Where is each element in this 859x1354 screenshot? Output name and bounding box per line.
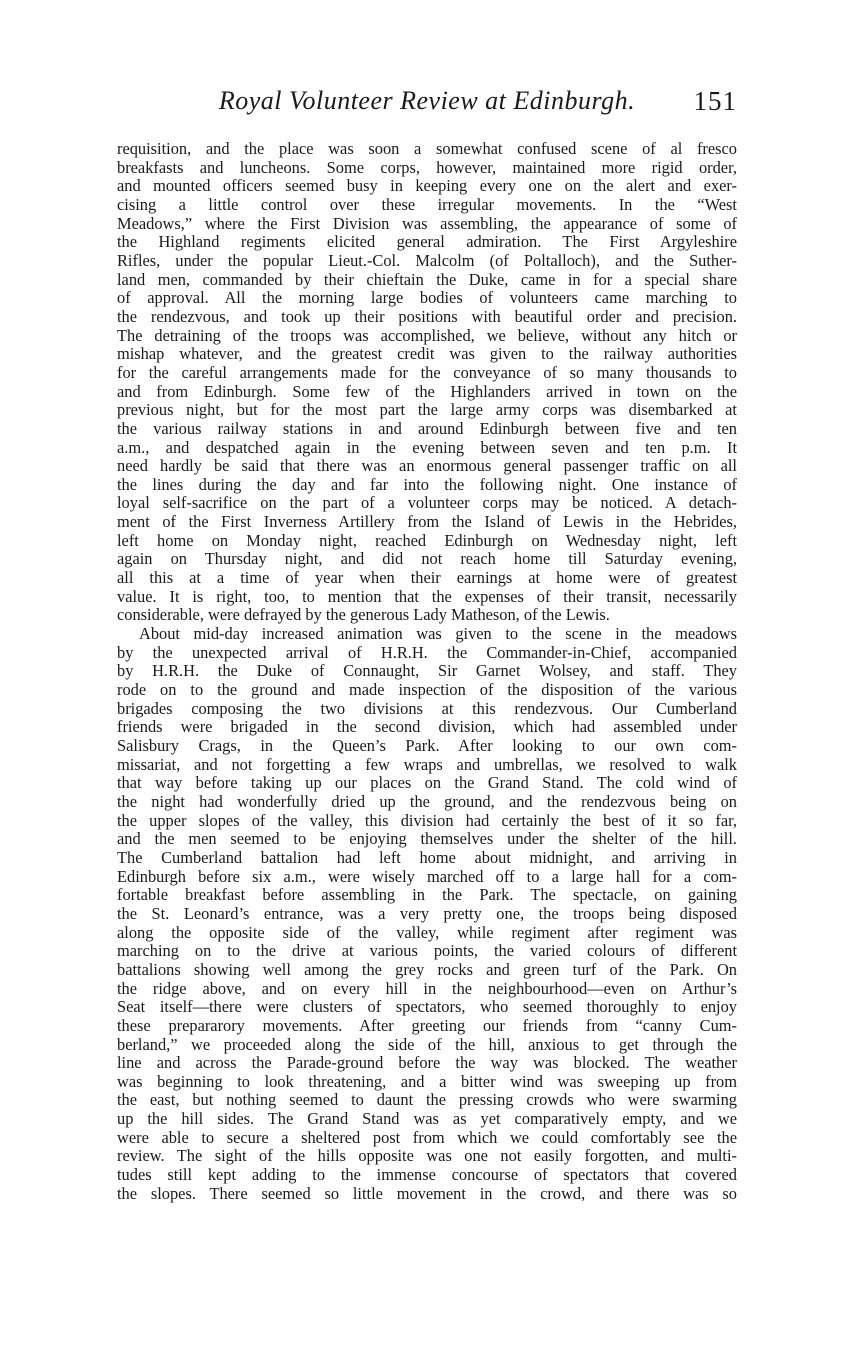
text-line: the various railway stations in and around Edinburgh between five and ten	[117, 418, 737, 438]
text-line: the lines during the day and far into the following night. One instance of	[117, 474, 737, 494]
text-line: About mid-day increased animation was given to the scene in the meadows	[139, 624, 737, 644]
text-line: The Cumberland battalion had left home about midnight, and arriving in	[117, 847, 737, 867]
text-line: the Highland regiments elicited general admiration. The First Argyleshire	[117, 232, 737, 252]
text-line: ment of the First Inverness Artillery from the Island of Lewis in the Hebrides,	[117, 512, 737, 532]
paragraph	[117, 140, 737, 625]
text-line: by the unexpected arrival of H.R.H. the Commander-in-Chief, accompanied	[117, 642, 737, 662]
text-line: battalions showing well among the grey rocks and green turf of the Park. On	[117, 959, 737, 979]
text-line: marching on to the drive at various points, the varied colours of different	[117, 941, 737, 961]
text-line: left home on Monday night, reached Edinburgh on Wednesday night, left	[117, 530, 737, 550]
text-line: need hardly be said that there was an enormous general passenger traffic on all	[117, 456, 737, 476]
text-line: again on Thursday night, and did not reach home till Saturday evening,	[117, 549, 737, 569]
text-line: line and across the Parade-ground before the way was blocked. The weather	[117, 1053, 737, 1073]
text-line: was beginning to look threatening, and a bitter wind was sweeping up from	[117, 1071, 737, 1091]
text-line: Edinburgh before six a.m., were wisely marched off to a large hall for a com-	[117, 866, 737, 886]
text-line: missariat, and not forgetting a few wraps and umbrellas, we resolved to walk	[117, 754, 737, 774]
text-line: review. The sight of the hills opposite was one not easily forgotten, and multi-	[117, 1146, 737, 1166]
text-line: a.m., and despatched again in the evening between seven and ten p.m. It	[117, 437, 737, 457]
text-line: friends were brigaded in the second division, which had assembled under	[117, 717, 737, 737]
text-line: and the men seemed to be enjoying themselves under the shelter of the hill.	[117, 829, 737, 849]
text-line: along the opposite side of the valley, while regiment after regiment was	[117, 922, 737, 942]
body-text	[117, 140, 737, 1203]
text-line: Seat itself—there were clusters of spectators, who seemed thoroughly to enjoy	[117, 997, 737, 1017]
text-line: for the careful arrangements made for the conveyance of so many thousands to	[117, 362, 737, 382]
text-line: by H.R.H. the Duke of Connaught, Sir Garnet Wolsey, and staff. They	[117, 661, 737, 681]
text-line: previous night, but for the most part the large army corps was disembarked at	[117, 400, 737, 420]
text-line: Salisbury Crags, in the Queen’s Park. After looking to our own com-	[117, 736, 737, 755]
text-line: considerable, were defrayed by the generous Lady Matheson, of the Lewis.	[117, 605, 610, 625]
text-line: the upper slopes of the valley, this division had certainly the best of it so far,	[117, 810, 737, 830]
text-line: Meadows,” where the First Division was assembling, the appearance of some of	[117, 213, 737, 233]
text-line: value. It is right, too, to mention that the expenses of their transit, necessarily	[117, 586, 737, 606]
text-line: of approval. All the morning large bodies of volunteers came marching to	[117, 288, 737, 308]
page-number: 151	[693, 86, 737, 116]
text-line: and mounted officers seemed busy in keeping every one on the alert and exer-	[117, 176, 737, 196]
text-line: land men, commanded by their chieftain the Duke, came in for a special share	[117, 269, 737, 289]
text-line: requisition, and the place was soon a somewhat confused scene of al fresco	[117, 139, 737, 158]
text-line: the St. Leonard’s entrance, was a very pretty one, the troops being disposed	[117, 903, 737, 923]
running-head	[117, 86, 737, 120]
text-line: breakfasts and luncheons. Some corps, however, maintained more rigid order,	[117, 157, 737, 177]
text-line: the rendezvous, and took up their positions with beautiful order and precision.	[117, 306, 737, 326]
text-line: fortable breakfast before assembling in the Park. The spectacle, on gaining	[117, 885, 737, 905]
text-line: up the hill sides. The Grand Stand was as yet comparatively empty, and we	[117, 1109, 737, 1129]
text-line: the slopes. There seemed so little movement in the crowd, and there was so	[117, 1183, 737, 1203]
text-line: cising a little control over these irregular movements. In the “West	[117, 194, 737, 214]
text-line: berland,” we proceeded along the side of the hill, anxious to get through the	[117, 1034, 737, 1054]
text-line: loyal self-sacrifice on the part of a volunteer corps may be noticed. A detach-	[117, 493, 737, 513]
text-line: tudes still kept adding to the immense concourse of spectators that covered	[117, 1165, 737, 1185]
text-line: mishap whatever, and the greatest credit was given to the railway authorities	[117, 344, 737, 364]
text-line: these prepararory movements. After greeting our friends from “canny Cum-	[117, 1015, 737, 1035]
text-line: rode on to the ground and made inspection of the disposition of the various	[117, 680, 737, 700]
text-line: brigades composing the two divisions at this rendezvous. Our Cumberland	[117, 698, 737, 718]
text-line: The detraining of the troops was accomplished, we believe, without any hitch or	[117, 325, 737, 345]
text-line: and from Edinburgh. Some few of the Highlanders arrived in town on the	[117, 381, 737, 401]
paragraph	[117, 625, 737, 1203]
text-line: Rifles, under the popular Lieut.-Col. Malcolm (of Poltalloch), and the Suther-	[117, 250, 737, 270]
text-line: were able to secure a sheltered post from which we could comfortably see the	[117, 1127, 737, 1147]
text-line: the ridge above, and on every hill in the neighbourhood—even on Arthur’s	[117, 978, 737, 998]
text-line: the night had wonderfully dried up the ground, and the rendezvous being on	[117, 791, 737, 811]
text-line: all this at a time of year when their earnings at home were of greatest	[117, 568, 737, 588]
running-title: Royal Volunteer Review at Edinburgh.	[218, 86, 636, 115]
text-line: that way before taking up our places on the Grand Stand. The cold wind of	[117, 773, 737, 793]
text-line: the east, but nothing seemed to daunt the pressing crowds who were swarming	[117, 1090, 737, 1110]
